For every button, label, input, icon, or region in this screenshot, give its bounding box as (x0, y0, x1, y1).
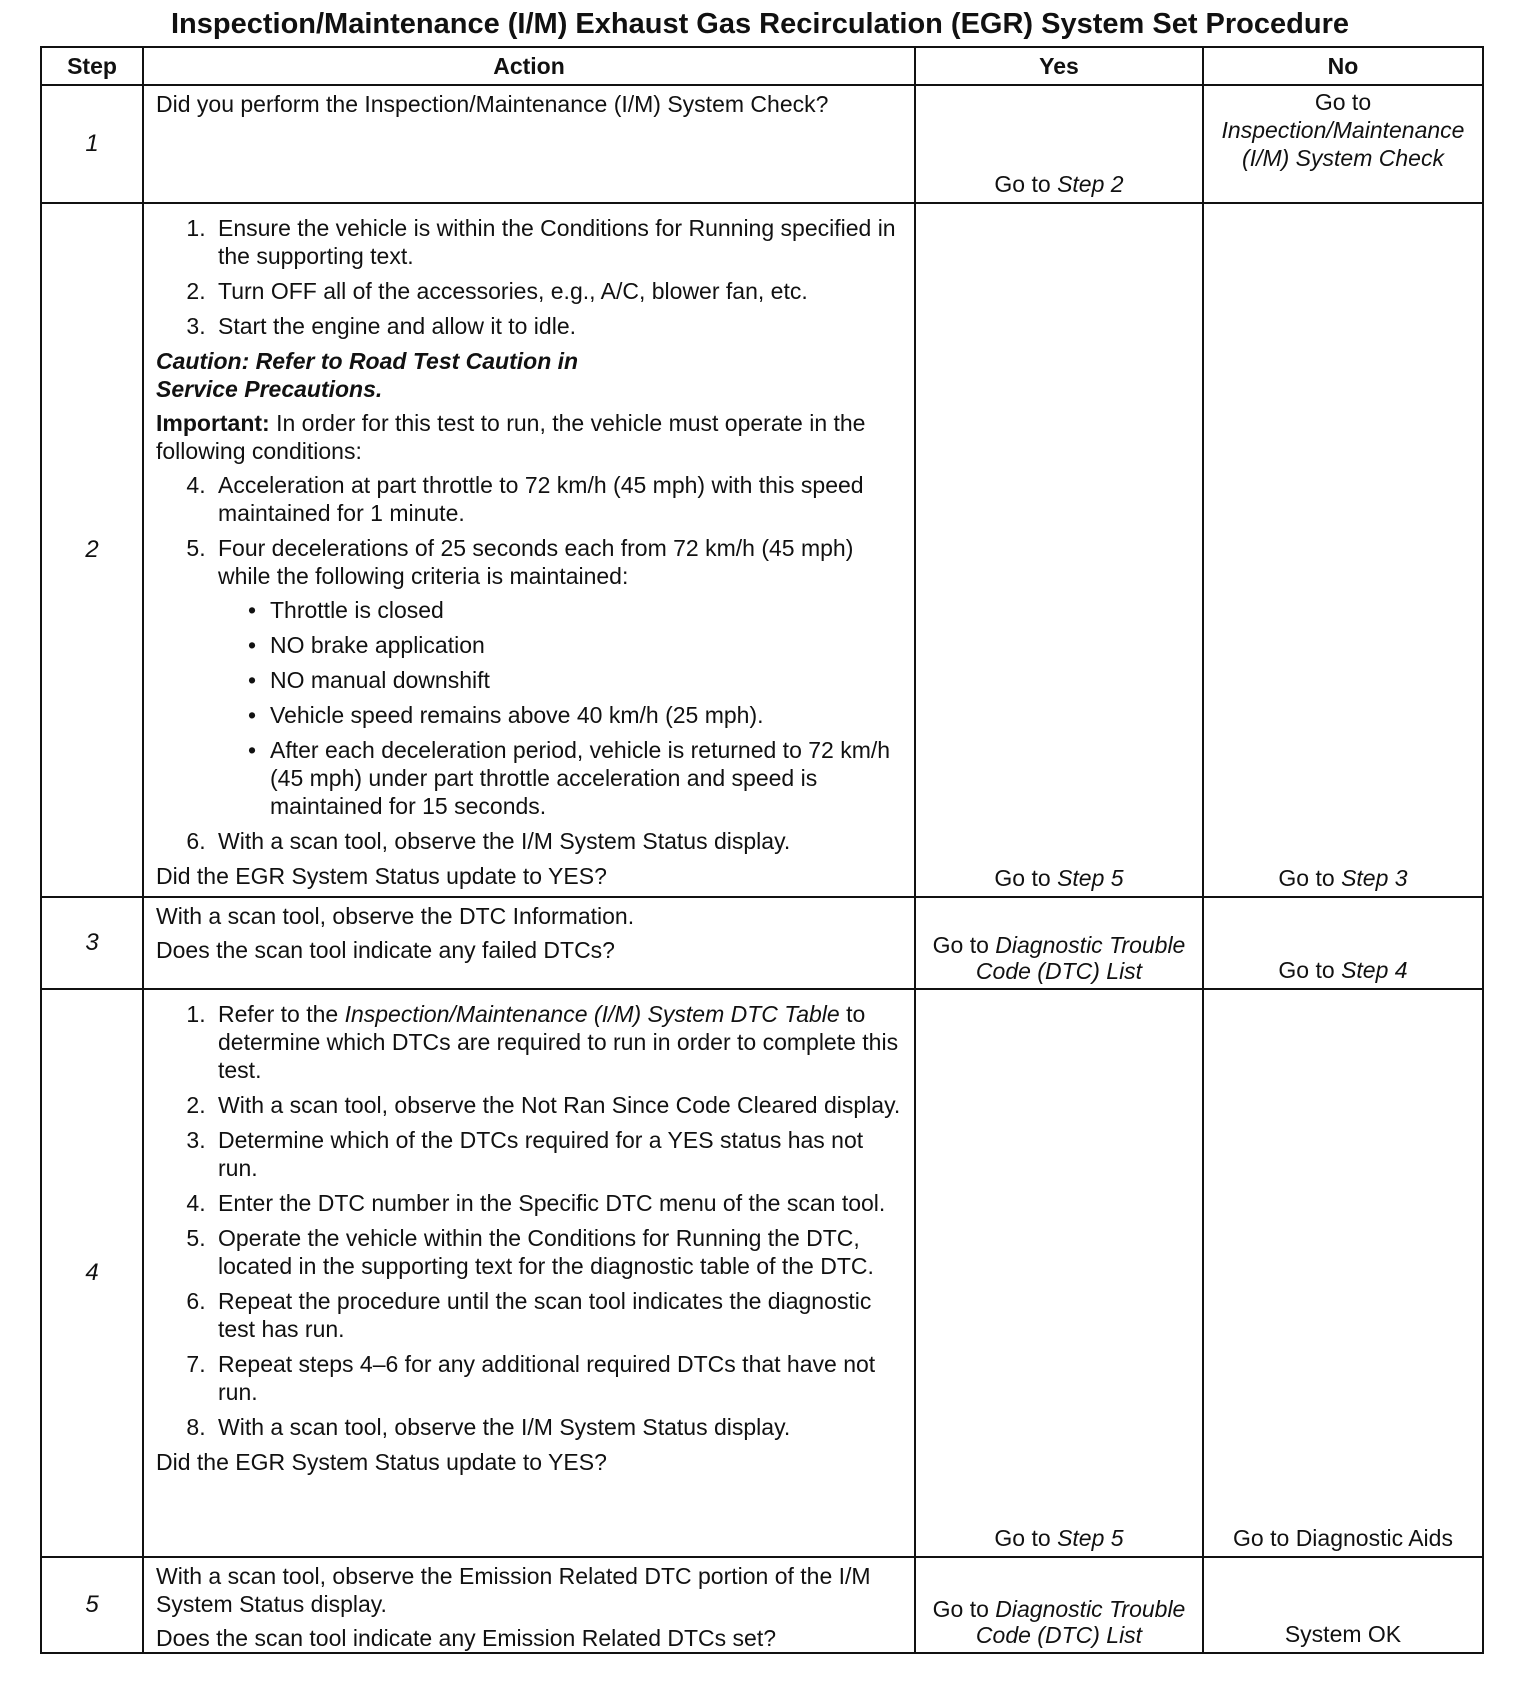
yes-cell (915, 85, 1203, 203)
header-no: No (1203, 47, 1483, 85)
table-row-step-4 (41, 989, 1483, 1557)
yes-cell (915, 989, 1203, 1557)
instruction-item: 1. Ensure the vehicle is within the Conditions for Running specified in the supporting text. (212, 214, 906, 270)
instruction-item: 3. Start the engine and allow it to idle. (212, 312, 906, 340)
instruction-text: With a scan tool, observe the DTC Information. (156, 903, 635, 929)
no-link[interactable]: Step 4 (1341, 957, 1408, 983)
instruction-item: 7. Repeat steps 4–6 for any additional required DTCs that have not run. (212, 1350, 906, 1406)
action-cell (143, 897, 915, 989)
step-number: 4 (41, 989, 143, 1557)
instruction-item: 2. Turn OFF all of the accessories, e.g., A/C, blower fan, etc. (212, 277, 906, 305)
dtc-table-link[interactable]: Inspection/Maintenance (I/M) System DTC Table (344, 1001, 840, 1027)
yes-prefix: Go to (994, 865, 1058, 891)
criteria-list (218, 596, 906, 820)
instruction-item: 3. Determine which of the DTCs required for a YES status has not run. (212, 1126, 906, 1182)
header-yes: Yes (915, 47, 1203, 85)
action-cell (143, 203, 915, 897)
instruction-list (156, 471, 906, 820)
no-cell (1203, 203, 1483, 897)
step-number: 1 (41, 85, 143, 203)
instruction-item: 8. With a scan tool, observe the I/M System Status display. (212, 1413, 906, 1441)
question-text: Did you perform the Inspection/Maintenance (I/M) System Check? (156, 91, 829, 117)
no-cell: Go to Diagnostic Aids (1203, 989, 1483, 1557)
yes-cell (915, 203, 1203, 897)
criteria-item: • NO brake application (248, 632, 485, 658)
question-text: Does the scan tool indicate any failed DTCs? (156, 937, 615, 963)
procedure-table (40, 46, 1484, 1654)
instruction-list (156, 1000, 906, 1441)
yes-cell (915, 897, 1203, 989)
yes-link[interactable]: Diagnostic Trouble Code (DTC) List (975, 932, 1186, 984)
criteria-item: • Throttle is closed (248, 597, 444, 623)
question-text: Does the scan tool indicate any Emission Related DTCs set? (156, 1625, 777, 1651)
instruction-item: 1. Refer to the Inspection/Maintenance (I/M) System DTC Table to determine which DTCs are required to run in order to complete this test. (212, 1000, 906, 1084)
step-number: 3 (41, 897, 143, 989)
step-number: 5 (41, 1557, 143, 1653)
table-row-step-2 (41, 203, 1483, 897)
important-text: In order for this test to run, the vehicle must operate in the following conditions: (156, 410, 866, 464)
no-prefix: Go to (1278, 865, 1342, 891)
yes-link[interactable]: Step 2 (1057, 171, 1124, 197)
instruction-item: 6. With a scan tool, observe the I/M System Status display. (212, 827, 906, 855)
criteria-item: • After each deceleration period, vehicle is returned to 72 km/h (45 mph) under part throttle acceleration and speed is maintained for 15 seconds. (248, 737, 891, 819)
no-cell (1203, 897, 1483, 989)
instruction-list (156, 214, 906, 340)
yes-link[interactable]: Step 5 (1057, 865, 1124, 891)
instruction-item: 4. Acceleration at part throttle to 72 km/h (45 mph) with this speed maintained for 1 minute. (212, 471, 906, 527)
yes-prefix: Go to (932, 1596, 996, 1622)
yes-prefix: Go to (994, 171, 1058, 197)
table-row-step-1 (41, 85, 1483, 203)
no-link[interactable]: Step 3 (1341, 865, 1408, 891)
instruction-text: Four decelerations of 25 seconds each from 72 km/h (45 mph) while the following criteria is maintained: (218, 535, 854, 589)
no-prefix: Go to (1314, 89, 1372, 115)
header-action: Action (143, 47, 915, 85)
instruction-item: 5. Operate the vehicle within the Conditions for Running the DTC, located in the supporting text for the diagnostic table of the DTC. (212, 1224, 906, 1280)
header-step: Step (41, 47, 143, 85)
instruction-list (156, 827, 906, 855)
step-number: 2 (41, 203, 143, 897)
yes-prefix: Go to (932, 932, 996, 958)
no-cell: System OK (1203, 1557, 1483, 1653)
instruction-text: With a scan tool, observe the Emission Related DTC portion of the I/M System Status display. (156, 1563, 871, 1617)
instruction-item: 4. Enter the DTC number in the Specific DTC menu of the scan tool. (212, 1189, 906, 1217)
table-row-step-5 (41, 1557, 1483, 1653)
yes-link[interactable]: Step 5 (1057, 1525, 1124, 1551)
action-cell (143, 1557, 915, 1653)
instruction-item (212, 534, 906, 820)
no-prefix: Go to (1278, 957, 1342, 983)
criteria-item: • NO manual downshift (248, 667, 490, 693)
yes-link[interactable]: Diagnostic Trouble Code (DTC) List (975, 1596, 1186, 1648)
header-row (41, 47, 1483, 85)
important-note (156, 409, 906, 465)
page-title: Inspection/Maintenance (I/M) Exhaust Gas Recirculation (EGR) System Set Procedure (170, 8, 1349, 40)
instruction-item: 6. Repeat the procedure until the scan tool indicates the diagnostic test has run. (212, 1287, 906, 1343)
caution-note: Caution: Refer to Road Test Caution in Service Precautions. (156, 348, 579, 402)
action-cell (143, 989, 915, 1557)
table-row-step-3 (41, 897, 1483, 989)
yes-cell (915, 1557, 1203, 1653)
question-text: Did the EGR System Status update to YES? (156, 1449, 607, 1475)
yes-prefix: Go to (994, 1525, 1058, 1551)
question-text: Did the EGR System Status update to YES? (156, 863, 607, 889)
important-label: Important: (156, 410, 270, 436)
no-cell (1203, 85, 1483, 203)
action-cell (143, 85, 915, 203)
no-link[interactable]: Inspection/Maintenance (I/M) System Check (1221, 117, 1465, 171)
criteria-item: • Vehicle speed remains above 40 km/h (25 mph). (248, 702, 764, 728)
instruction-item: 2. With a scan tool, observe the Not Ran Since Code Cleared display. (212, 1091, 906, 1119)
